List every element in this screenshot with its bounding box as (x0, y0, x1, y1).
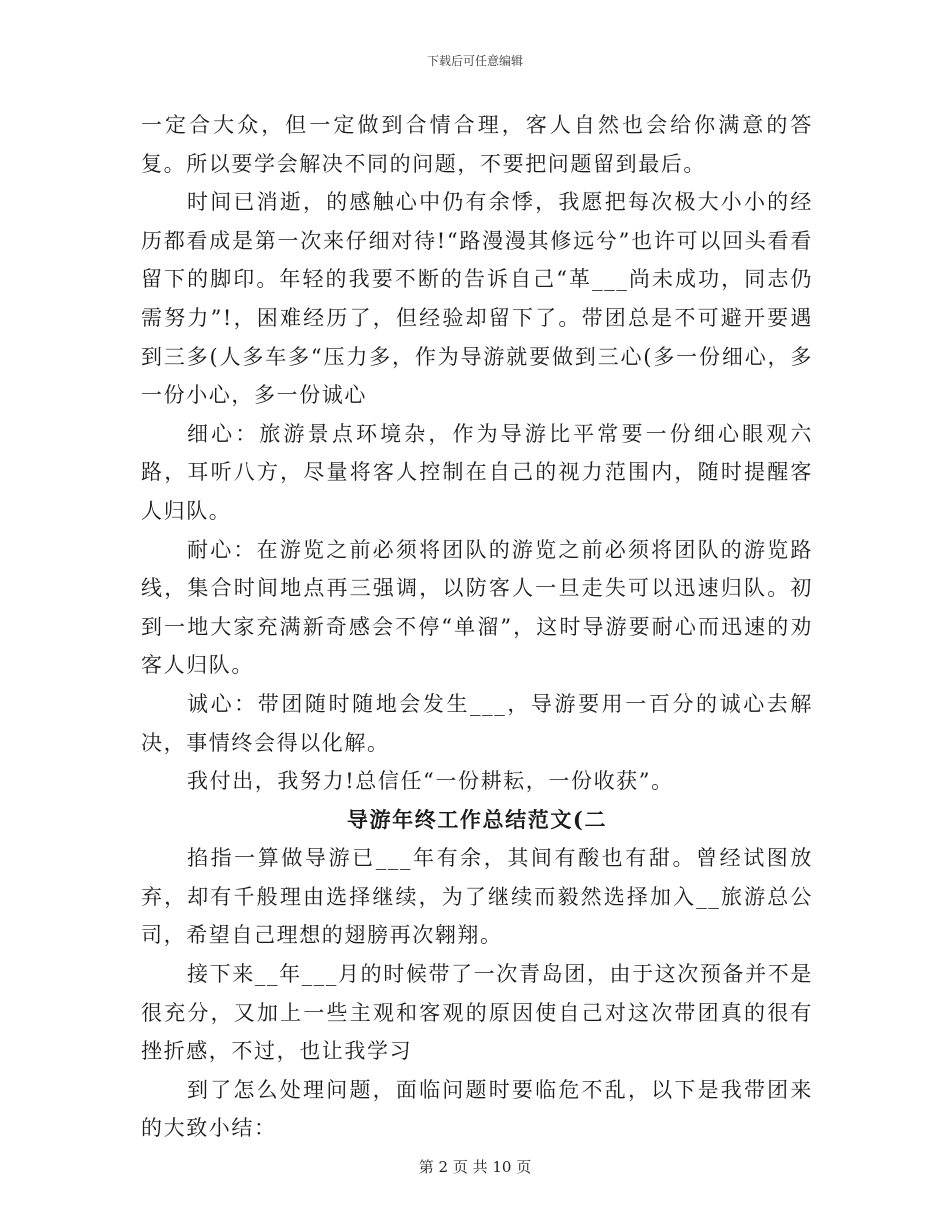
body-paragraph-6: 我付出，我努力!总信任“一份耕耘，一份收获”。 (187, 769, 674, 794)
body-paragraph-8: 接下来__年___月的时候带了一次青岛团，由于这次预备并不是很充分，又加上一些主观和客观的原因使自己对这次带团真的很有挫折感，不过，也让我学习 (141, 962, 813, 1064)
body-paragraph-2: 时间已消逝，的感触心中仍有余悸，我愿把每次极大小小的经历都看成是第一次来仔细对待!“路漫漫其修远兮”也许可以回头看看留下的脚印。年轻的我要不断的告诉自己“革___尚未成功，同志仍需努力”!，困难经历了，但经验却留下了。带团总是不可避开要遇到三多(人多车多“压力多，作为导游就要做到三心(多一份细心，多一份小心，多一份诚心 (141, 190, 813, 408)
body-paragraph-3: 细心：旅游景点环境杂，作为导游比平常要一份细心眼观六路，耳听八方，尽量将客人控制在自己的视力范围内，随时提醒客人归队。 (141, 421, 813, 523)
document-body (141, 106, 813, 1148)
body-paragraph-7: 掐指一算做导游已___年有余，其间有酸也有甜。曾经试图放弃，却有千般理由选择继续，为了继续而毅然选择加入__旅游总公司，希望自己理想的翅膀再次翱翔。 (141, 846, 813, 948)
section-heading: 导游年终工作总结范文(二 (346, 806, 608, 832)
body-paragraph-9: 到了怎么处理问题，面临问题时要临危不乱，以下是我带团来的大致小结： (141, 1077, 813, 1141)
page-header-note: 下载后可任意编辑 (426, 54, 523, 68)
body-paragraph-1: 一定合大众，但一定做到合情合理，客人自然也会给你满意的答复。所以要学会解决不同的问题，不要把问题留到最后。 (141, 113, 813, 176)
body-paragraph-5: 诚心：带团随时随地会发生___，导游要用一百分的诚心去解决，事情终会得以化解。 (141, 691, 813, 755)
page-number-footer: 第 2 页 共 10 页 (418, 1158, 532, 1176)
body-paragraph-4: 耐心：在游览之前必须将团队的游览之前必须将团队的游览路线，集合时间地点再三强调，以防客人一旦走失可以迅速归队。初到一地大家充满新奇感会不停“单溜”，这时导游要耐心而迅速的劝客人归队。 (141, 537, 813, 678)
